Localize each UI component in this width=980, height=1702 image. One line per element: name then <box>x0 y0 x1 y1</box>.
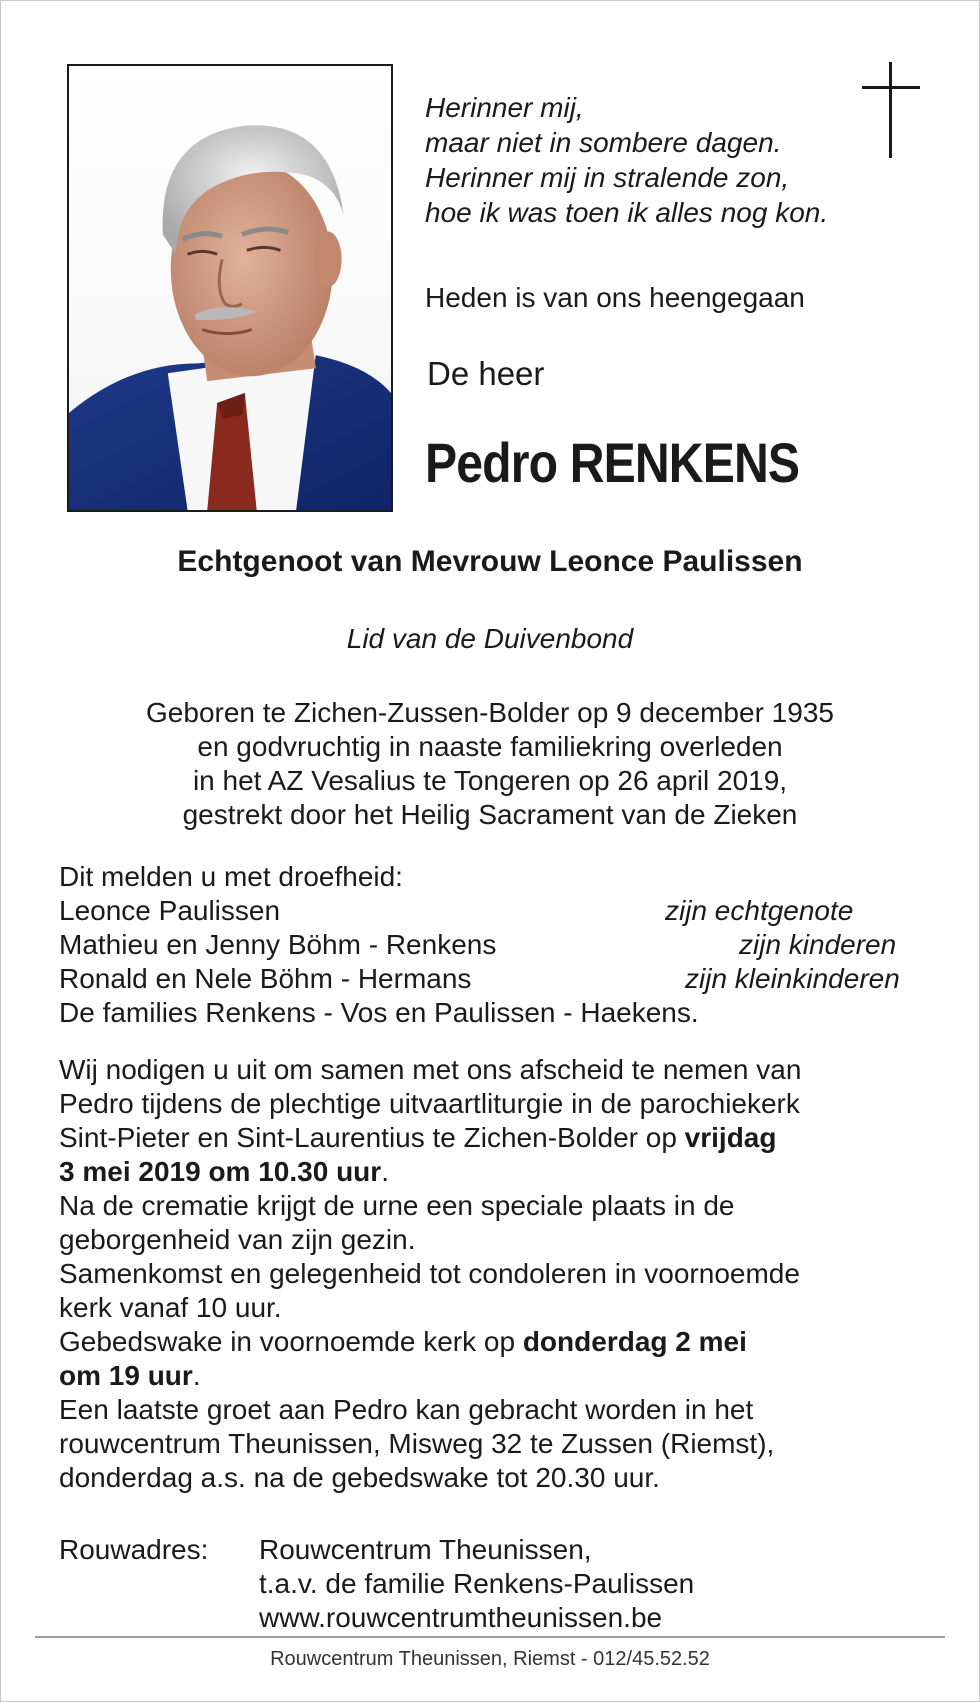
portrait-illustration <box>69 66 391 510</box>
cremation-paragraph <box>59 1189 939 1257</box>
mourner-relation: zijn kinderen <box>739 929 897 960</box>
ceremony-date-time: 3 mei 2019 om 10.30 uur <box>59 1156 382 1187</box>
footer-contact: Rouwcentrum Theunissen, Riemst - 012/45.52.52 <box>270 1648 710 1670</box>
cremation-text: Na de crematie krijgt de urne een speciale plaats in de <box>59 1190 735 1221</box>
address-line: Rouwcentrum Theunissen, <box>259 1534 592 1565</box>
mourners-list <box>59 860 929 1030</box>
farewell-paragraph <box>59 1393 939 1495</box>
ceremony-paragraph <box>59 1053 939 1189</box>
mourners-intro: Dit melden u met droefheid: <box>59 861 403 892</box>
ceremony-text: Wij nodigen u uit om samen met ons afscheid te nemen van <box>59 1054 802 1085</box>
birth-death-line: in het AZ Vesalius te Tongeren op 26 april 2019, <box>192 765 788 796</box>
mourner-row <box>59 894 929 928</box>
condolence-text: Samenkomst en gelegenheid tot condoleren in voornoemde <box>59 1258 800 1289</box>
vigil-text: . <box>192 1360 201 1391</box>
vigil-date: donderdag 2 mei <box>522 1326 747 1357</box>
honorific: De heer <box>427 355 545 392</box>
ceremony-details <box>59 1053 939 1495</box>
address-line: t.a.v. de familie Renkens-Paulissen <box>259 1568 695 1599</box>
verse-line: maar niet in sombere dagen. <box>425 127 782 158</box>
deceased-name: Pedro RENKENS <box>425 431 800 494</box>
spouse-line: Echtgenoot van Mevrouw Leonce Paulissen <box>177 545 803 578</box>
ceremony-text: . <box>381 1156 389 1187</box>
mourner-relation: zijn echtgenote <box>665 895 854 926</box>
mourner-row <box>59 928 929 962</box>
ceremony-text: Pedro tijdens de plechtige uitvaartliturgie in de parochiekerk <box>59 1088 800 1119</box>
birth-death-details <box>0 696 980 832</box>
farewell-text: rouwcentrum Theunissen, Misweg 32 te Zussen (Riemst), <box>59 1428 775 1459</box>
ceremony-text: Sint-Pieter en Sint-Laurentius te Zichen-Bolder op <box>59 1122 685 1153</box>
condolence-text: kerk vanaf 10 uur. <box>59 1292 282 1323</box>
condolence-paragraph <box>59 1257 939 1325</box>
memorial-verse <box>425 90 828 230</box>
cross-icon <box>862 62 922 158</box>
mourner-relation: zijn kleinkinderen <box>685 963 900 994</box>
cremation-text: geborgenheid van zijn gezin. <box>59 1224 416 1255</box>
announcement: Heden is van ons heengegaan <box>425 282 805 313</box>
vigil-paragraph <box>59 1325 939 1393</box>
verse-line: hoe ik was toen ik alles nog kon. <box>425 197 829 228</box>
mourner-row <box>59 962 929 996</box>
address-label: Rouwadres: <box>59 1534 209 1565</box>
mourner-name: Mathieu en Jenny Böhm - Renkens <box>59 929 497 960</box>
vigil-text: Gebedswake in voornoemde kerk op <box>59 1326 523 1357</box>
verse-line: Herinner mij in stralende zon, <box>425 162 790 193</box>
vigil-time: om 19 uur <box>59 1360 193 1391</box>
mourner-name: Ronald en Nele Böhm - Hermans <box>59 963 472 994</box>
footer-divider <box>35 1636 945 1638</box>
portrait-photo <box>67 64 393 512</box>
ceremony-day: vrijdag <box>684 1122 777 1153</box>
families-line: De families Renkens - Vos en Paulissen - Haekens. <box>59 997 699 1028</box>
membership-line: Lid van de Duivenbond <box>346 623 634 654</box>
birth-death-line: Geboren te Zichen-Zussen-Bolder op 9 december 1935 <box>146 697 834 728</box>
birth-death-line: gestrekt door het Heilig Sacrament van de Zieken <box>182 799 798 830</box>
verse-line: Herinner mij, <box>425 92 584 123</box>
birth-death-line: en godvruchtig in naaste familiekring overleden <box>197 731 783 762</box>
farewell-text: Een laatste groet aan Pedro kan gebracht worden in het <box>59 1394 754 1425</box>
farewell-text: donderdag a.s. na de gebedswake tot 20.30 uur. <box>59 1462 660 1493</box>
address-website[interactable]: www.rouwcentrumtheunissen.be <box>259 1602 663 1633</box>
mourner-name: Leonce Paulissen <box>59 895 281 926</box>
address-lines <box>259 1533 694 1635</box>
